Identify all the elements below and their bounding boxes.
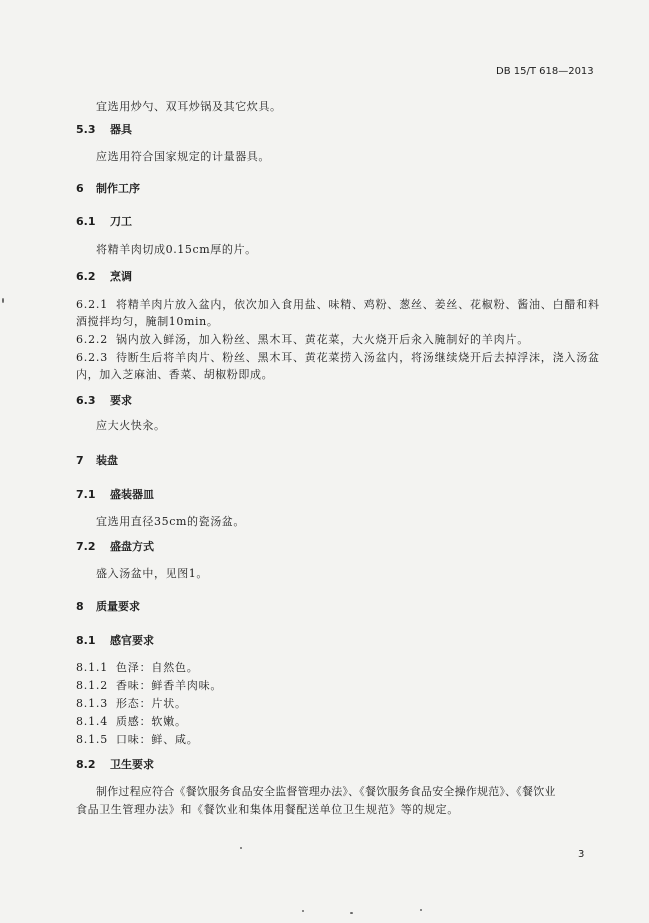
standard-code: DB 15/T 618—2013 (496, 66, 594, 77)
section-heading-6-3: 6.3 要求 (76, 394, 132, 407)
paragraph-line: 食品卫生管理办法》和《餐饮业和集体用餐配送单位卫生规范》等的规定。 (76, 803, 459, 816)
list-item-6-2-3: 6.2.3 待断生后将羊肉片、粉丝、黑木耳、黄花菜捞入汤盆内，将汤继续烧开后去掉浮沫，浇入汤盆 (76, 351, 600, 364)
paragraph-line: 宜选用直径35cm的瓷汤盆。 (96, 515, 245, 528)
list-item-8-1-3: 8.1.3 形态：片状。 (76, 697, 187, 710)
section-heading-6-1: 6.1 刀工 (76, 215, 132, 228)
list-item-6-2-1: 6.2.1 将精羊肉片放入盆内，依次加入食用盐、味精、鸡粉、葱丝、姜丝、花椒粉、酱油、白醋和料 (76, 298, 600, 311)
scan-speck (420, 909, 422, 911)
scan-speck (240, 847, 242, 849)
page-number: 3 (578, 849, 585, 860)
paragraph-line: 宜选用炒勺、双耳炒锅及其它炊具。 (96, 100, 282, 113)
paragraph-line: 制作过程应符合《餐饮服务食品安全监督管理办法》、《餐饮服务食品安全操作规范》、《餐饮业 (96, 785, 556, 798)
paragraph-line: 酒搅拌均匀，腌制10min。 (76, 315, 219, 328)
list-item-8-1-5: 8.1.5 口味：鲜、咸。 (76, 733, 199, 746)
section-heading-5-3: 5.3 器具 (76, 123, 132, 136)
section-heading-8-2: 8.2 卫生要求 (76, 758, 154, 771)
scan-speck (302, 910, 304, 912)
list-item-6-2-2: 6.2.2 锅内放入鲜汤，加入粉丝、黑木耳、黄花菜，大火烧开后汆入腌制好的羊肉片。 (76, 333, 529, 346)
paragraph-line: 应大火快汆。 (96, 419, 166, 432)
scan-speck (350, 912, 353, 914)
paragraph-line: 内，加入芝麻油、香菜、胡椒粉即成。 (76, 368, 274, 381)
list-item-8-1-2: 8.1.2 香味：鲜香羊肉味。 (76, 679, 223, 692)
section-heading-7: 7 装盘 (76, 454, 118, 467)
section-heading-6: 6 制作工序 (76, 182, 140, 195)
scan-speck (2, 298, 4, 303)
section-heading-6-2: 6.2 烹调 (76, 270, 132, 283)
list-item-8-1-4: 8.1.4 质感：软嫩。 (76, 715, 187, 728)
list-item-8-1-1: 8.1.1 色泽：自然色。 (76, 661, 199, 674)
section-heading-7-1: 7.1 盛装器皿 (76, 488, 154, 501)
section-heading-8: 8 质量要求 (76, 600, 140, 613)
section-heading-8-1: 8.1 感官要求 (76, 634, 154, 647)
section-heading-7-2: 7.2 盛盘方式 (76, 540, 154, 553)
paragraph-line: 应选用符合国家规定的计量器具。 (96, 150, 270, 163)
paragraph-line: 盛入汤盆中，见图1。 (96, 567, 208, 580)
paragraph-line: 将精羊肉切成0.15cm厚的片。 (96, 243, 257, 256)
